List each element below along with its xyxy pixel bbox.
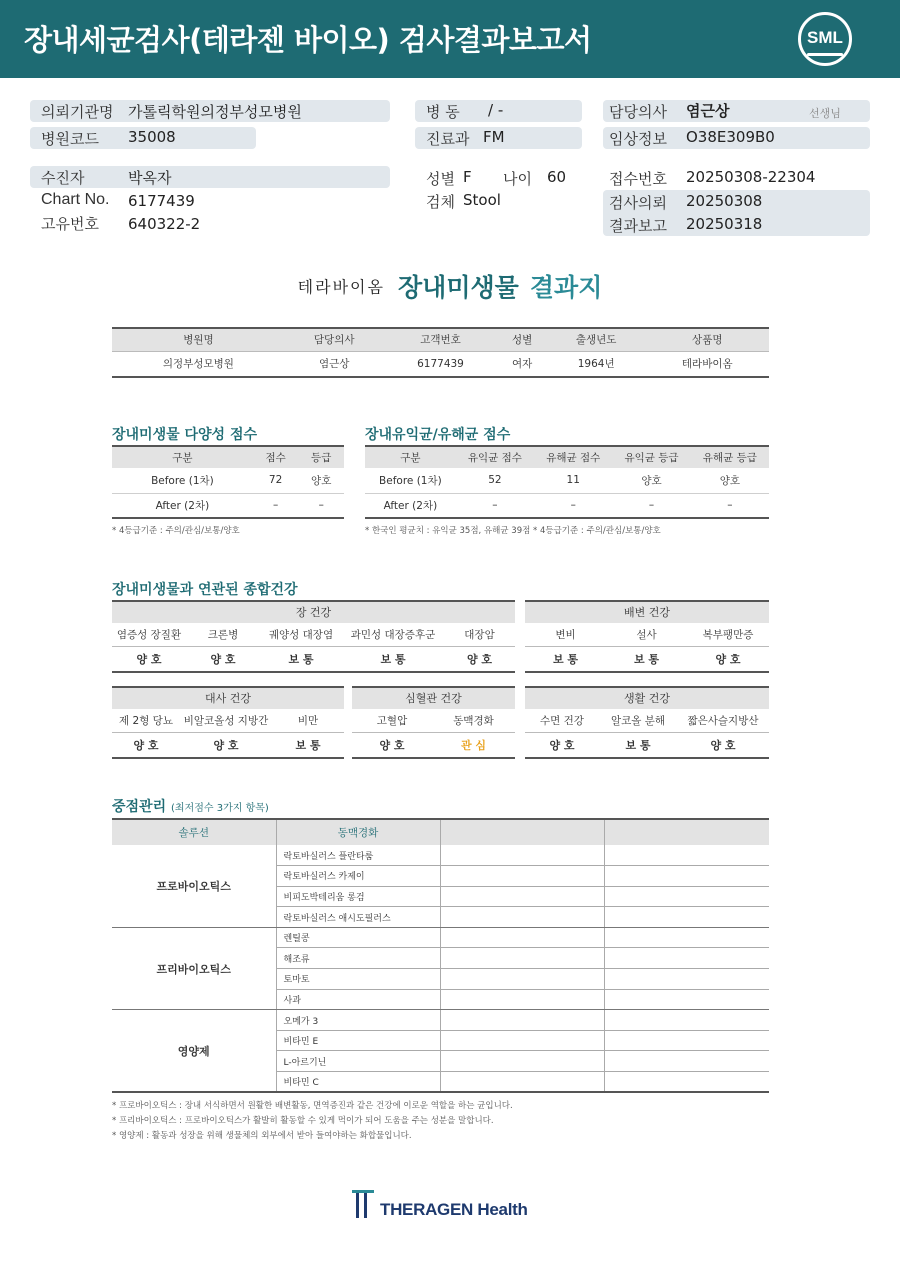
dept-value: FM <box>483 128 505 146</box>
report-title-brand: 테라바이옴 <box>297 277 385 297</box>
metabolic-health-grade: 양 호 <box>213 739 239 752</box>
theragen-mark-icon <box>350 1188 376 1220</box>
sex-value: F <box>463 168 472 186</box>
focus-empty-cell <box>604 1010 769 1031</box>
theragen-brand-text: THERAGEN Health <box>380 1200 528 1219</box>
focus-empty-cell <box>440 907 604 928</box>
beneficial-cell: 양호 <box>612 468 690 493</box>
diversity-cell: – <box>253 493 299 518</box>
life-health-grade: 양 호 <box>549 739 575 752</box>
focus-empty-cell <box>604 948 769 969</box>
institution-value: 가톨릭학원의정부성모병원 <box>128 103 302 121</box>
sml-logo <box>798 12 852 66</box>
gut-health-grade: 보 통 <box>380 653 406 666</box>
beneficial-cell: After (2차) <box>365 493 456 518</box>
patient-value-cell: 1964년 <box>547 351 646 377</box>
metabolic-health-grade: 보 통 <box>295 739 321 752</box>
patient-header-cell: 성별 <box>497 328 546 351</box>
id-value: 640322-2 <box>128 215 201 233</box>
focus-note: * 영양제 : 활동과 성장을 위해 생물체의 외부에서 받아 들여야하는 화합물입니다. <box>112 1131 412 1141</box>
diversity-title: 장내미생물 다양성 점수 <box>112 427 257 443</box>
beneficial-cell: – <box>612 493 690 518</box>
doctor-suffix: 선생님 <box>809 107 841 120</box>
focus-category: 프리바이오틱스 <box>112 927 276 1009</box>
beneficial-footnote: * 한국인 평균치 : 유익균 35점, 유해균 39점 * 4등급기준 : 주의/관심/보통/양호 <box>365 526 661 536</box>
sex-label: 성별 <box>426 170 455 188</box>
metabolic-health-header: 대사 건강 <box>112 686 344 709</box>
cardio-health-item: 동맥경화 <box>453 715 494 727</box>
sml-logo-bar <box>807 53 843 56</box>
beneficial-header-cell: 유익균 점수 <box>456 446 534 468</box>
focus-empty-cell <box>604 969 769 990</box>
diversity-footnote: * 4등급기준 : 주의/관심/보통/양호 <box>112 526 240 536</box>
life-health-grade: 양 호 <box>710 739 736 752</box>
focus-category: 영양제 <box>112 1010 276 1092</box>
focus-empty-cell <box>604 1030 769 1051</box>
focus-item: 해조류 <box>276 948 440 969</box>
bowel-health-item: 변비 <box>555 629 576 641</box>
focus-management-table <box>112 818 769 1093</box>
report-header-title: 장내세균검사(테라젠 바이오) 검사결과보고서 <box>24 23 592 57</box>
bowel-health-grade: 보 통 <box>633 653 660 666</box>
focus-empty-cell <box>604 1072 769 1093</box>
gut-health-grade: 양 호 <box>210 653 236 666</box>
metabolic-health-items <box>112 709 344 733</box>
patient-header-cell: 고객번호 <box>384 328 498 351</box>
focus-empty-cell <box>604 989 769 1010</box>
patient-value-cell: 테라바이옴 <box>646 351 769 377</box>
life-health-items <box>525 709 769 733</box>
metabolic-health-item: 제 2형 당뇨 <box>119 715 173 727</box>
patient-label: 수진자 <box>41 169 85 187</box>
metabolic-health-grades <box>112 733 344 759</box>
gut-health-grade: 보 통 <box>288 653 314 666</box>
focus-item: 락토바실러스 플란타룸 <box>276 845 440 866</box>
diversity-header-cell: 점수 <box>253 446 299 468</box>
health-title: 장내미생물과 연관된 종합건강 <box>112 582 298 598</box>
bowel-health-header: 배변 건강 <box>525 600 769 623</box>
doctor-value: 염근상 <box>686 102 730 120</box>
beneficial-cell: – <box>456 493 534 518</box>
patient-header-cell: 담당의사 <box>285 328 384 351</box>
gut-health-grades <box>112 647 515 673</box>
beneficial-cell: 11 <box>534 468 612 493</box>
beneficial-header-cell: 유해균 점수 <box>534 446 612 468</box>
ward-value: / - <box>488 101 504 119</box>
focus-header-cell <box>604 819 769 845</box>
focus-empty-cell <box>604 845 769 866</box>
focus-empty-cell <box>440 1030 604 1051</box>
bowel-health-item: 복부팽만증 <box>702 629 754 641</box>
clinical-label: 임상정보 <box>609 130 667 148</box>
gut-health-item: 과민성 대장증후군 <box>350 629 436 641</box>
focus-empty-cell <box>604 927 769 948</box>
focus-header-cell: 동맥경화 <box>276 819 440 845</box>
gut-health-item: 궤양성 대장염 <box>268 629 334 641</box>
beneficial-header-cell: 유해균 등급 <box>691 446 769 468</box>
cardio-health-grade: 양 호 <box>379 739 405 752</box>
focus-empty-cell <box>440 866 604 887</box>
patient-header-cell: 상품명 <box>646 328 769 351</box>
diversity-cell: 72 <box>253 468 299 493</box>
patient-value: 박옥자 <box>128 169 172 187</box>
patient-value-cell: 염근상 <box>285 351 384 377</box>
report-title-suffix: 결과지 <box>529 273 603 302</box>
cardio-health-grades <box>352 733 515 759</box>
focus-item: 오메가 3 <box>276 1010 440 1031</box>
ward-label: 병 동 <box>426 103 460 121</box>
bowel-health-items <box>525 623 769 647</box>
sml-logo-text: SML <box>807 28 843 47</box>
bowel-health-item: 설사 <box>636 629 657 641</box>
patient-value-cell: 6177439 <box>384 351 498 377</box>
beneficial-cell: – <box>691 493 769 518</box>
focus-item: 락토바실러스 애시도필러스 <box>276 907 440 928</box>
focus-item: 사과 <box>276 989 440 1010</box>
gut-health-items <box>112 623 515 647</box>
patient-value-cell: 여자 <box>497 351 546 377</box>
report-label: 결과보고 <box>609 217 667 235</box>
focus-empty-cell <box>440 927 604 948</box>
chart-label: Chart No. <box>41 191 110 208</box>
focus-empty-cell <box>440 1051 604 1072</box>
focus-header-cell <box>440 819 604 845</box>
focus-title-text: 중점관리 <box>112 799 167 815</box>
focus-empty-cell <box>440 886 604 907</box>
bowel-health-grades <box>525 647 769 673</box>
focus-empty-cell <box>440 1072 604 1093</box>
focus-empty-cell <box>440 948 604 969</box>
request-value: 20250308 <box>686 192 763 210</box>
age-value: 60 <box>547 168 567 186</box>
focus-item: 비피도박테리움 롱검 <box>276 886 440 907</box>
focus-item: 락토바실러스 카제이 <box>276 866 440 887</box>
cardio-health-item: 고혈압 <box>376 715 408 727</box>
life-health-item: 짧은사슬지방산 <box>687 715 759 727</box>
focus-item: 토마토 <box>276 969 440 990</box>
specimen-label: 검체 <box>426 193 455 211</box>
doctor-label: 담당의사 <box>609 103 667 121</box>
metabolic-health-grade: 양 호 <box>133 739 159 752</box>
focus-note: * 프리바이오틱스 : 프로바이오틱스가 활발히 활동할 수 있게 먹이가 되어 도움을 주는 성분을 말합니다. <box>112 1116 494 1126</box>
hospital-code-label: 병원코드 <box>41 130 99 148</box>
beneficial-cell: 52 <box>456 468 534 493</box>
specimen-value: Stool <box>463 191 501 209</box>
beneficial-cell: Before (1차) <box>365 468 456 493</box>
id-label: 고유번호 <box>41 215 99 233</box>
hospital-code-value: 35008 <box>128 128 176 146</box>
life-health-grades <box>525 733 769 759</box>
diversity-cell: After (2차) <box>112 493 253 518</box>
age-label: 나이 <box>503 170 532 188</box>
patient-summary-table <box>112 327 769 378</box>
focus-empty-cell <box>604 907 769 928</box>
diversity-header-cell: 등급 <box>298 446 344 468</box>
patient-header-cell: 병원명 <box>112 328 285 351</box>
beneficial-title: 장내유익균/유해균 점수 <box>365 427 511 443</box>
report-header <box>0 0 900 78</box>
focus-empty-cell <box>440 1010 604 1031</box>
gut-health-item: 염증성 장질환 <box>116 629 182 641</box>
beneficial-cell: 양호 <box>691 468 769 493</box>
diversity-table <box>112 445 344 519</box>
receipt-label: 접수번호 <box>609 170 667 188</box>
beneficial-header-cell: 구분 <box>365 446 456 468</box>
focus-empty-cell <box>604 1051 769 1072</box>
patient-value-cell: 의정부성모병원 <box>112 351 285 377</box>
life-health-item: 수면 건강 <box>540 715 584 727</box>
gut-health-item: 크론병 <box>207 629 239 641</box>
cardio-health-grade-warning: 관 심 <box>460 739 487 752</box>
life-health-grade: 보 통 <box>625 739 651 752</box>
focus-item: L-아르기닌 <box>276 1051 440 1072</box>
focus-item: 비타민 C <box>276 1072 440 1093</box>
focus-note: * 프로바이오틱스 : 장내 서식하면서 원활한 배변활동, 면역증진과 같은 건강에 이로운 역할을 하는 균입니다. <box>112 1101 513 1111</box>
life-health-header: 생활 건강 <box>525 686 769 709</box>
diversity-header-cell: 구분 <box>112 446 253 468</box>
focus-empty-cell <box>440 989 604 1010</box>
report-title <box>0 268 900 304</box>
beneficial-cell: – <box>534 493 612 518</box>
gut-health-header: 장 건강 <box>112 600 515 623</box>
cardio-health-items <box>352 709 515 733</box>
receipt-value: 20250308-22304 <box>686 168 816 186</box>
focus-subtitle: (최저점수 3가지 항목) <box>170 803 269 814</box>
beneficial-header-cell: 유익균 등급 <box>612 446 690 468</box>
diversity-cell: 양호 <box>298 468 344 493</box>
focus-item: 렌틸콩 <box>276 927 440 948</box>
gut-health-grade: 양 호 <box>136 653 162 666</box>
diversity-cell: – <box>298 493 344 518</box>
focus-empty-cell <box>604 866 769 887</box>
focus-item: 비타민 E <box>276 1030 440 1051</box>
cardio-health-header: 심혈관 건강 <box>352 686 515 709</box>
focus-title <box>112 796 269 816</box>
bowel-health-grade: 양 호 <box>715 653 741 666</box>
beneficial-table <box>365 445 769 519</box>
focus-category: 프로바이오틱스 <box>112 845 276 927</box>
focus-empty-cell <box>440 845 604 866</box>
focus-empty-cell <box>440 969 604 990</box>
gut-health-item: 대장암 <box>464 629 495 641</box>
gut-health-grade: 양 호 <box>466 653 493 666</box>
diversity-cell: Before (1차) <box>112 468 253 493</box>
life-health-item: 알코올 분해 <box>610 715 666 727</box>
institution-label: 의뢰기관명 <box>41 103 114 121</box>
report-title-main: 장내미생물 <box>398 273 519 302</box>
chart-value: 6177439 <box>128 192 195 210</box>
bowel-health-grade: 보 통 <box>552 653 579 666</box>
clinical-value: O38E309B0 <box>686 128 775 146</box>
patient-header-cell: 출생년도 <box>547 328 646 351</box>
focus-header-cell: 솔루션 <box>112 819 276 845</box>
focus-empty-cell <box>604 886 769 907</box>
report-value: 20250318 <box>686 215 763 233</box>
metabolic-health-item: 비만 <box>297 715 319 727</box>
request-label: 검사의뢰 <box>609 194 667 212</box>
dept-label: 진료과 <box>426 130 470 148</box>
metabolic-health-item: 비알코올성 지방간 <box>183 715 269 727</box>
